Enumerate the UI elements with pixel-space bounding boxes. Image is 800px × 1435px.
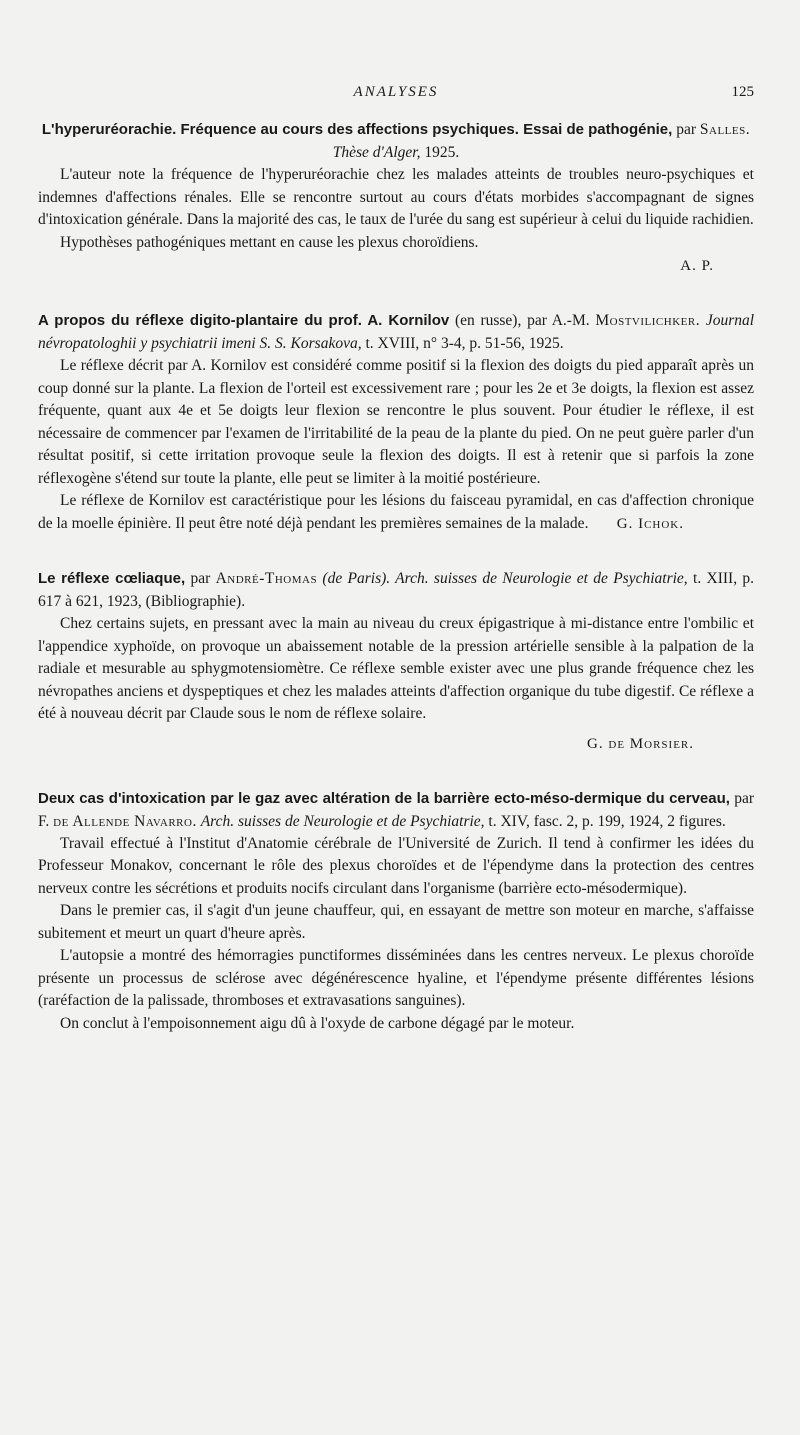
entry-title-rest: t. XIII, p. 617 à 621, 1923, (Bibliographie). [38, 570, 755, 610]
review-entry-4 [38, 787, 754, 1036]
page-header [38, 78, 754, 108]
entry-author: André-Thomas [215, 570, 318, 587]
running-title: ANALYSES [353, 84, 439, 100]
paragraph: Hypothèses pathogéniques mettant en cause les plexus choroïdiens. [60, 233, 479, 251]
entry-title-bold: Deux cas d'intoxication par le gaz avec altération de la barrière ecto-méso-dermique du cerveau, [38, 789, 730, 807]
paragraph: Le réflexe décrit par A. Kornilov est considéré comme positif si la flexion des doigts du pied apparaît après un coup donné sur la plante. La flexion de l'orteil est excessivement rare ; pour les 2e et 3e doigts, la flexion est assez fréquente, quant aux 4e et 5e doigts leur flexion se rencontre le plus souvent. Pour étudier le réflexe, il est nécessaire de commencer par l'examen de l'irritabilité de la peau de la plante du pied. On ne peut guère parler d'un résultat positif, si cette irritation provoque seule la flexion des doigts. Il est à retenir que si parfois la zone réflexogène s'étend sur toute la plante, elle peut se limiter à la moitié postérieure. [38, 357, 754, 487]
entry-source: Journal névropatologhii y psychiatrii imeni S. S. Korsakova, [38, 312, 755, 352]
entry-title [16, 567, 754, 613]
entry-title-rest: 1925. [424, 144, 460, 161]
entry-title-rest: t. XIV, fasc. 2, p. 199, 1924, 2 figures. [488, 812, 726, 830]
entry-source: Arch. suisses de Neurologie et de Psychiatrie, [200, 812, 485, 830]
paragraph: L'autopsie a montré des hémorragies punctiformes disséminées dans les centres nerveux. Le plexus choroïde présente un processus de sclérose avec dégénérescence hyaline, et l'épendyme présente différentes lésions (raréfaction de la palissade, thromboses et extravasations sanguines). [38, 947, 754, 1009]
entry-title [16, 309, 754, 355]
entry-title-rest: t. XVIII, n° 3-4, p. 51-56, 1925. [365, 335, 564, 352]
entry-source: Thèse d'Alger, [332, 144, 421, 161]
review-entry-1 [38, 118, 754, 275]
entry-title-par: par F. [38, 789, 754, 830]
paragraph: Dans le premier cas, il s'agit d'un jeune chauffeur, qui, en essayant de mettre son moteur en marche, s'affaisse subitement et meurt un quart d'heure après. [38, 902, 754, 942]
entry-author: Mostvilichker. [595, 312, 701, 329]
signature: G. de Morsier. [587, 735, 694, 752]
entry-title-par: par [676, 121, 696, 138]
review-entry-3 [38, 567, 754, 753]
entry-title-bold: Le réflexe cœliaque, [38, 570, 186, 587]
review-entry-2 [38, 309, 754, 535]
signature: G. Ichok. [616, 515, 684, 532]
paragraph: Chez certains sujets, en pressant avec la main au niveau du creux épigastrique à mi-distance entre l'ombilic et l'appendice xyphoïde, on provoque un abaissement notable de la pression artérielle sensible à la palpation de la radiale et mesurable au sphygmotensiomètre. Ce réflexe semble exister avec une plus grande fréquence chez les névropathes anciens et dyspeptiques et chez les malades atteints d'affection organique du tube digestif. Ce réflexe a été à nouveau décrit par Claude sous le nom de réflexe solaire. [38, 615, 754, 722]
paragraph-text: Le réflexe de Kornilov est caractéristique pour les lésions du faisceau pyramidal, en cas d'affection chronique de la moelle épinière. Il peut être noté déjà pendant les premières semaines de la malade. [38, 492, 754, 532]
entry-title-par: (en russe), par A.-M. [454, 312, 590, 329]
entry-title-par: par [190, 570, 211, 587]
entry-title [38, 118, 754, 164]
journal-page [38, 78, 754, 1035]
entry-author: Salles. [699, 121, 751, 138]
entry-title-bold: A propos du réflexe digito-plantaire du prof. A. Kornilov [38, 312, 450, 329]
paragraph [38, 490, 754, 535]
paragraph: Travail effectué à l'Institut d'Anatomie cérébrale de l'Université de Zurich. Il tend à confirmer les idées du Professeur Monakov, concernant le rôle des plexus choroïdes et de l'épendyme dans la protection des centres nerveux contre les sécrétions et produits nocifs circulant dans l'organisme (barrière ecto-mésodermique). [38, 834, 754, 897]
signature: A. P. [680, 258, 714, 274]
page-number: 125 [731, 84, 754, 100]
entry-author: de Allende Navarro. [53, 812, 197, 830]
paragraph: On conclut à l'empoisonnement aigu dû à l'oxyde de carbone dégagé par le moteur. [60, 1014, 575, 1032]
paragraph: L'auteur note la fréquence de l'hyperuréorachie chez les malades atteints de troubles neuro-psychiques et indemnes d'affections rénales. Elle se rencontre surtout au cours d'états morbides s'accompagnant de signes d'intoxication générale. Dans la majorité des cas, le taux de l'urée du sang est supérieur à celui du liquide rachidien. [38, 166, 754, 228]
entry-title-bold: L'hyperuréorachie. Fréquence au cours des affections psychiques. Essai de pathogénie, [41, 121, 673, 138]
entry-source: (de Paris). Arch. suisses de Neurologie et de Psychiatrie, [322, 570, 688, 587]
entry-title [16, 787, 754, 833]
